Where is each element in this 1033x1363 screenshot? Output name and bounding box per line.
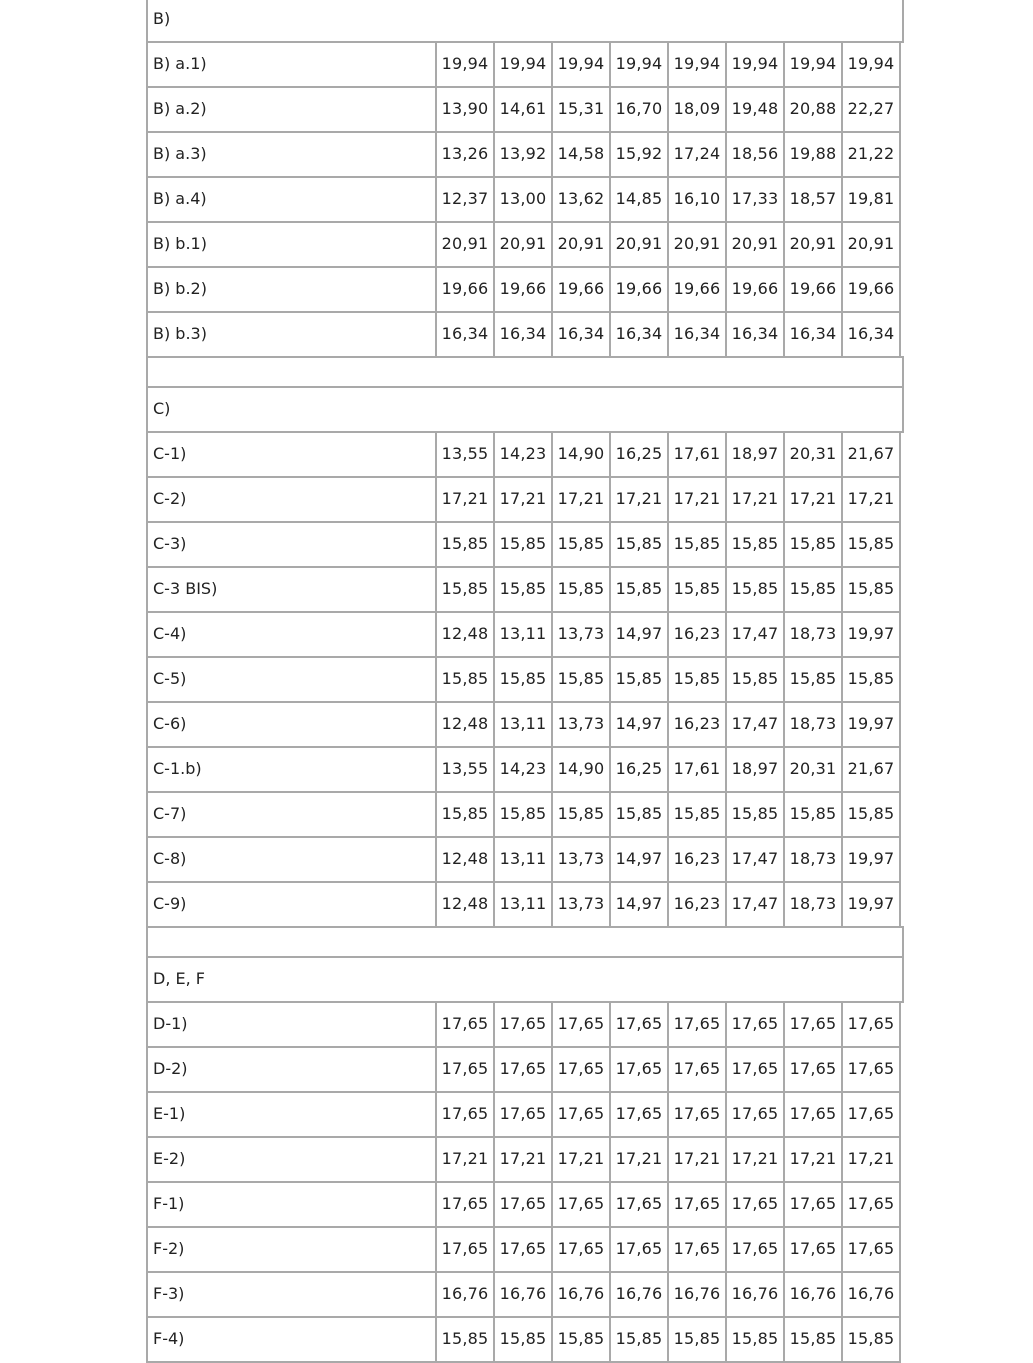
row-label: C-1) xyxy=(146,431,437,478)
value-cell: 13,26 xyxy=(435,131,495,178)
row-label: E-1) xyxy=(146,1091,437,1138)
value-cell: 15,85 xyxy=(493,521,553,568)
table-row xyxy=(146,568,904,613)
value-cell: 14,61 xyxy=(493,86,553,133)
row-label: C-9) xyxy=(146,881,437,928)
section-title: D, E, F xyxy=(146,956,904,1003)
table-row xyxy=(146,133,904,178)
value-cell: 17,21 xyxy=(783,476,843,523)
value-cell: 17,65 xyxy=(609,1001,669,1048)
table-row xyxy=(146,178,904,223)
value-cell: 21,22 xyxy=(841,131,901,178)
table-row xyxy=(146,883,904,928)
value-cell: 17,65 xyxy=(667,1091,727,1138)
value-cell: 17,21 xyxy=(841,1136,901,1183)
value-cell: 17,65 xyxy=(551,1091,611,1138)
value-cell: 13,92 xyxy=(493,131,553,178)
value-cell: 17,65 xyxy=(493,1001,553,1048)
table-row xyxy=(146,1228,904,1273)
row-label: C-2) xyxy=(146,476,437,523)
value-cell: 17,21 xyxy=(493,1136,553,1183)
value-cell: 14,97 xyxy=(609,701,669,748)
row-label: C-3 BIS) xyxy=(146,566,437,613)
value-cell: 13,73 xyxy=(551,881,611,928)
value-cell: 16,76 xyxy=(609,1271,669,1318)
value-cell: 17,21 xyxy=(551,476,611,523)
value-cell: 17,65 xyxy=(609,1226,669,1273)
value-cell: 13,62 xyxy=(551,176,611,223)
value-cell: 17,65 xyxy=(667,1226,727,1273)
row-label: F-4) xyxy=(146,1316,437,1363)
value-cell: 17,65 xyxy=(667,1001,727,1048)
value-cell: 18,73 xyxy=(783,836,843,883)
value-cell: 17,65 xyxy=(725,1001,785,1048)
value-cell: 15,85 xyxy=(841,521,901,568)
row-label: B) a.1) xyxy=(146,41,437,88)
value-cell: 17,65 xyxy=(667,1046,727,1093)
section-header-row xyxy=(146,958,904,1003)
value-cell: 15,85 xyxy=(667,791,727,838)
value-cell: 15,85 xyxy=(841,566,901,613)
value-cell: 17,33 xyxy=(725,176,785,223)
spacer-cell xyxy=(146,926,904,958)
row-label: F-3) xyxy=(146,1271,437,1318)
table-row xyxy=(146,613,904,658)
section-title: C) xyxy=(146,386,904,433)
value-cell: 15,85 xyxy=(725,656,785,703)
table-row xyxy=(146,523,904,568)
value-cell: 13,00 xyxy=(493,176,553,223)
value-cell: 19,94 xyxy=(493,41,553,88)
value-cell: 19,66 xyxy=(609,266,669,313)
value-cell: 19,94 xyxy=(841,41,901,88)
value-cell: 15,85 xyxy=(493,566,553,613)
value-cell: 18,56 xyxy=(725,131,785,178)
value-cell: 19,97 xyxy=(841,881,901,928)
row-label: C-1.b) xyxy=(146,746,437,793)
value-cell: 15,85 xyxy=(435,791,495,838)
value-cell: 15,85 xyxy=(609,566,669,613)
row-label: B) b.3) xyxy=(146,311,437,358)
row-label: C-6) xyxy=(146,701,437,748)
table-row xyxy=(146,703,904,748)
value-cell: 17,65 xyxy=(783,1091,843,1138)
value-cell: 18,73 xyxy=(783,611,843,658)
value-cell: 17,65 xyxy=(493,1181,553,1228)
value-cell: 16,76 xyxy=(493,1271,553,1318)
value-cell: 19,94 xyxy=(435,41,495,88)
value-cell: 19,66 xyxy=(725,266,785,313)
table-row xyxy=(146,838,904,883)
value-cell: 14,85 xyxy=(609,176,669,223)
value-cell: 13,11 xyxy=(493,611,553,658)
value-cell: 16,25 xyxy=(609,746,669,793)
value-cell: 16,76 xyxy=(725,1271,785,1318)
table-row xyxy=(146,313,904,358)
value-cell: 19,94 xyxy=(725,41,785,88)
value-cell: 19,66 xyxy=(841,266,901,313)
value-cell: 17,21 xyxy=(435,1136,495,1183)
value-cell: 14,90 xyxy=(551,431,611,478)
value-cell: 15,85 xyxy=(435,656,495,703)
table-row xyxy=(146,478,904,523)
value-cell: 15,85 xyxy=(783,791,843,838)
value-cell: 19,66 xyxy=(551,266,611,313)
value-cell: 14,97 xyxy=(609,881,669,928)
value-cell: 17,65 xyxy=(493,1091,553,1138)
value-cell: 15,85 xyxy=(841,791,901,838)
value-cell: 14,58 xyxy=(551,131,611,178)
value-cell: 17,65 xyxy=(841,1046,901,1093)
table-row xyxy=(146,793,904,838)
value-cell: 17,65 xyxy=(551,1001,611,1048)
value-cell: 19,97 xyxy=(841,836,901,883)
value-cell: 17,21 xyxy=(609,1136,669,1183)
value-cell: 15,85 xyxy=(783,566,843,613)
row-label: E-2) xyxy=(146,1136,437,1183)
value-cell: 16,23 xyxy=(667,701,727,748)
value-cell: 22,27 xyxy=(841,86,901,133)
value-cell: 16,34 xyxy=(493,311,553,358)
value-cell: 16,76 xyxy=(551,1271,611,1318)
value-cell: 17,61 xyxy=(667,431,727,478)
value-cell: 17,65 xyxy=(609,1046,669,1093)
value-cell: 14,90 xyxy=(551,746,611,793)
value-cell: 21,67 xyxy=(841,431,901,478)
value-cell: 15,85 xyxy=(725,521,785,568)
value-cell: 16,34 xyxy=(841,311,901,358)
value-cell: 15,85 xyxy=(493,791,553,838)
table-row xyxy=(146,223,904,268)
value-cell: 19,97 xyxy=(841,701,901,748)
value-cell: 15,85 xyxy=(493,1316,553,1363)
row-label: C-5) xyxy=(146,656,437,703)
row-label: B) a.3) xyxy=(146,131,437,178)
value-cell: 18,73 xyxy=(783,701,843,748)
value-cell: 20,91 xyxy=(725,221,785,268)
value-cell: 15,85 xyxy=(609,656,669,703)
row-label: D-1) xyxy=(146,1001,437,1048)
section-spacer xyxy=(146,928,904,958)
value-cell: 17,65 xyxy=(551,1226,611,1273)
value-cell: 16,23 xyxy=(667,881,727,928)
value-cell: 20,91 xyxy=(783,221,843,268)
value-cell: 13,55 xyxy=(435,746,495,793)
value-cell: 16,23 xyxy=(667,611,727,658)
row-label: C-8) xyxy=(146,836,437,883)
value-cell: 17,21 xyxy=(841,476,901,523)
table-row xyxy=(146,1183,904,1228)
value-cell: 17,65 xyxy=(667,1181,727,1228)
value-cell: 19,94 xyxy=(551,41,611,88)
row-label: B) b.1) xyxy=(146,221,437,268)
value-cell: 17,21 xyxy=(667,1136,727,1183)
value-cell: 15,31 xyxy=(551,86,611,133)
value-cell: 13,73 xyxy=(551,611,611,658)
value-cell: 19,66 xyxy=(667,266,727,313)
value-cell: 17,65 xyxy=(725,1226,785,1273)
value-cell: 19,97 xyxy=(841,611,901,658)
table-row xyxy=(146,268,904,313)
value-cell: 15,85 xyxy=(725,1316,785,1363)
table-row xyxy=(146,1048,904,1093)
value-cell: 15,85 xyxy=(841,1316,901,1363)
value-cell: 16,34 xyxy=(435,311,495,358)
value-cell: 18,97 xyxy=(725,431,785,478)
value-cell: 17,47 xyxy=(725,701,785,748)
value-cell: 13,11 xyxy=(493,701,553,748)
value-cell: 16,34 xyxy=(609,311,669,358)
table-row xyxy=(146,748,904,793)
row-label: D-2) xyxy=(146,1046,437,1093)
value-cell: 18,57 xyxy=(783,176,843,223)
value-cell: 19,88 xyxy=(783,131,843,178)
table-row xyxy=(146,1318,904,1363)
value-cell: 17,65 xyxy=(609,1091,669,1138)
row-label: C-3) xyxy=(146,521,437,568)
value-cell: 17,21 xyxy=(435,476,495,523)
value-cell: 20,91 xyxy=(609,221,669,268)
value-cell: 17,65 xyxy=(841,1226,901,1273)
value-cell: 16,34 xyxy=(783,311,843,358)
value-cell: 17,65 xyxy=(783,1226,843,1273)
value-cell: 20,31 xyxy=(783,746,843,793)
table-row xyxy=(146,1093,904,1138)
value-cell: 18,97 xyxy=(725,746,785,793)
value-cell: 18,09 xyxy=(667,86,727,133)
value-cell: 17,21 xyxy=(725,476,785,523)
value-cell: 16,76 xyxy=(783,1271,843,1318)
value-cell: 15,85 xyxy=(783,521,843,568)
value-cell: 17,65 xyxy=(841,1181,901,1228)
section-title: B) xyxy=(146,0,904,43)
value-cell: 17,65 xyxy=(435,1091,495,1138)
value-cell: 17,65 xyxy=(551,1046,611,1093)
value-cell: 15,85 xyxy=(725,566,785,613)
value-cell: 20,91 xyxy=(841,221,901,268)
spacer-cell xyxy=(146,356,904,388)
table-row xyxy=(146,658,904,703)
value-cell: 17,65 xyxy=(493,1226,553,1273)
value-cell: 15,85 xyxy=(725,791,785,838)
table-row xyxy=(146,1003,904,1048)
value-cell: 12,48 xyxy=(435,836,495,883)
value-cell: 13,11 xyxy=(493,881,553,928)
value-cell: 17,65 xyxy=(783,1046,843,1093)
value-cell: 15,85 xyxy=(667,566,727,613)
value-cell: 17,65 xyxy=(783,1001,843,1048)
value-cell: 15,85 xyxy=(667,521,727,568)
value-cell: 16,23 xyxy=(667,836,727,883)
value-cell: 16,76 xyxy=(435,1271,495,1318)
value-cell: 14,23 xyxy=(493,431,553,478)
value-cell: 17,65 xyxy=(435,1046,495,1093)
value-cell: 17,21 xyxy=(783,1136,843,1183)
value-cell: 16,34 xyxy=(725,311,785,358)
value-cell: 20,91 xyxy=(435,221,495,268)
value-cell: 16,70 xyxy=(609,86,669,133)
value-cell: 13,73 xyxy=(551,701,611,748)
value-cell: 17,47 xyxy=(725,611,785,658)
value-cell: 17,21 xyxy=(551,1136,611,1183)
value-cell: 14,23 xyxy=(493,746,553,793)
value-cell: 19,94 xyxy=(667,41,727,88)
value-cell: 12,48 xyxy=(435,611,495,658)
row-label: B) b.2) xyxy=(146,266,437,313)
value-cell: 19,66 xyxy=(783,266,843,313)
value-cell: 17,47 xyxy=(725,881,785,928)
value-cell: 15,85 xyxy=(609,521,669,568)
value-cell: 12,37 xyxy=(435,176,495,223)
value-cell: 21,67 xyxy=(841,746,901,793)
value-cell: 12,48 xyxy=(435,881,495,928)
value-cell: 15,85 xyxy=(609,791,669,838)
value-cell: 15,85 xyxy=(551,791,611,838)
value-cell: 17,65 xyxy=(725,1091,785,1138)
table-row xyxy=(146,1138,904,1183)
row-label: C-4) xyxy=(146,611,437,658)
value-cell: 17,21 xyxy=(725,1136,785,1183)
value-cell: 17,21 xyxy=(493,476,553,523)
value-cell: 20,91 xyxy=(493,221,553,268)
value-cell: 15,85 xyxy=(551,1316,611,1363)
value-cell: 17,21 xyxy=(667,476,727,523)
value-cell: 16,34 xyxy=(551,311,611,358)
value-cell: 17,65 xyxy=(609,1181,669,1228)
value-cell: 15,85 xyxy=(841,656,901,703)
value-cell: 13,90 xyxy=(435,86,495,133)
section-spacer xyxy=(146,358,904,388)
value-cell: 20,88 xyxy=(783,86,843,133)
value-cell: 17,65 xyxy=(435,1181,495,1228)
value-cell: 15,85 xyxy=(435,521,495,568)
value-cell: 16,25 xyxy=(609,431,669,478)
table-row xyxy=(146,43,904,88)
value-cell: 17,65 xyxy=(841,1091,901,1138)
value-cell: 17,47 xyxy=(725,836,785,883)
value-cell: 19,81 xyxy=(841,176,901,223)
value-cell: 19,66 xyxy=(493,266,553,313)
table-row xyxy=(146,88,904,133)
value-cell: 17,65 xyxy=(725,1181,785,1228)
value-cell: 17,65 xyxy=(551,1181,611,1228)
value-cell: 13,11 xyxy=(493,836,553,883)
value-cell: 17,65 xyxy=(783,1181,843,1228)
value-cell: 12,48 xyxy=(435,701,495,748)
value-cell: 15,85 xyxy=(667,1316,727,1363)
table-row xyxy=(146,433,904,478)
value-cell: 15,85 xyxy=(609,1316,669,1363)
value-cell: 17,65 xyxy=(493,1046,553,1093)
value-cell: 20,31 xyxy=(783,431,843,478)
value-cell: 15,85 xyxy=(783,1316,843,1363)
value-cell: 17,65 xyxy=(841,1001,901,1048)
value-cell: 15,92 xyxy=(609,131,669,178)
rates-table xyxy=(146,0,904,1363)
value-cell: 15,85 xyxy=(551,656,611,703)
value-cell: 15,85 xyxy=(783,656,843,703)
value-cell: 17,65 xyxy=(435,1001,495,1048)
value-cell: 17,65 xyxy=(725,1046,785,1093)
row-label: B) a.4) xyxy=(146,176,437,223)
value-cell: 16,34 xyxy=(667,311,727,358)
value-cell: 20,91 xyxy=(551,221,611,268)
value-cell: 18,73 xyxy=(783,881,843,928)
value-cell: 15,85 xyxy=(667,656,727,703)
value-cell: 15,85 xyxy=(435,566,495,613)
value-cell: 15,85 xyxy=(551,521,611,568)
value-cell: 16,10 xyxy=(667,176,727,223)
value-cell: 17,24 xyxy=(667,131,727,178)
row-label: F-1) xyxy=(146,1181,437,1228)
value-cell: 13,55 xyxy=(435,431,495,478)
value-cell: 16,76 xyxy=(841,1271,901,1318)
row-label: F-2) xyxy=(146,1226,437,1273)
value-cell: 17,61 xyxy=(667,746,727,793)
value-cell: 13,73 xyxy=(551,836,611,883)
value-cell: 15,85 xyxy=(435,1316,495,1363)
section-header-row xyxy=(146,0,904,43)
section-header-row xyxy=(146,388,904,433)
value-cell: 19,48 xyxy=(725,86,785,133)
value-cell: 15,85 xyxy=(551,566,611,613)
value-cell: 17,65 xyxy=(435,1226,495,1273)
value-cell: 15,85 xyxy=(493,656,553,703)
value-cell: 17,21 xyxy=(609,476,669,523)
value-cell: 19,94 xyxy=(609,41,669,88)
value-cell: 19,66 xyxy=(435,266,495,313)
row-label: C-7) xyxy=(146,791,437,838)
value-cell: 19,94 xyxy=(783,41,843,88)
value-cell: 20,91 xyxy=(667,221,727,268)
table-row xyxy=(146,1273,904,1318)
row-label: B) a.2) xyxy=(146,86,437,133)
value-cell: 14,97 xyxy=(609,611,669,658)
value-cell: 16,76 xyxy=(667,1271,727,1318)
value-cell: 14,97 xyxy=(609,836,669,883)
